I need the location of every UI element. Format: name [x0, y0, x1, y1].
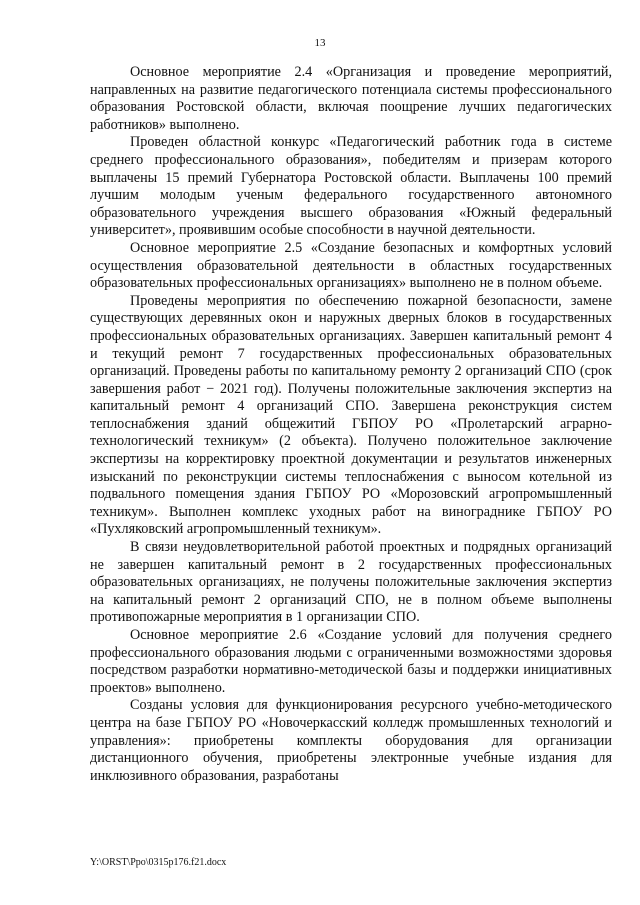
- paragraph-teacher-contest: Проведен областной конкурс «Педагогический работник года в системе среднего профессионального образования», победителям и призерам которого выплачены 15 премий Губернатора Ростовской области. Выплачены 100 премий лучшим молодым ученым федерального государственного автономного образовательного учреждения высшего образования «Южный федеральный университет», проявившим особые способности в научной деятельности.: [90, 134, 612, 239]
- paragraph-measure-2-4: Основное мероприятие 2.4 «Организация и проведение мероприятий, направленных на развитие педагогического потенциала системы профессионального образования Ростовской области, включая поощрение лучших педагогических работников» выполнено.: [90, 64, 612, 133]
- footer-file-path: Y:\ORST\Ppo\0315p176.f21.docx: [90, 857, 227, 868]
- paragraph-measure-2-5: Основное мероприятие 2.5 «Создание безопасных и комфортных условий осуществления образовательной деятельности в областных государственных образовательных профессиональных организациях» выполнено не в полном объеме.: [90, 239, 612, 292]
- body-text: [90, 64, 612, 785]
- paragraph-measure-2-6: Основное мероприятие 2.6 «Создание условий для получения среднего профессионального образования людьми с ограниченными возможностями здоровья посредством разработки нормативно-методической базы и поддержки инициативных проектов» выполнено.: [90, 627, 612, 696]
- paragraph-fire-safety-works: Проведены мероприятия по обеспечению пожарной безопасности, замене существующих деревянных окон и наружных дверных блоков в государственных профессиональных образовательных организациях. Завершен капитальный ремонт 4 и текущий ремонт 7 государственных профессиональных образовательных организаций. Проведены работы по капитальному ремонту 2 организаций СПО (срок завершения работ − 2021 год). Получены положительные заключения экспертиз на капитальный ремонт 4 организаций СПО. Завершена реконструкция систем теплоснабжения зданий общежитий ГБПОУ РО «Пролетарский аграрно-технологический техникум» (2 объекта). Получено положительное заключение экспертизы на корректировку проектной документации и результатов инженерных изысканий по реконструкции системы теплоснабжения с выносом котельной из подвального помещения здания ГБПОУ РО «Морозовский агропромышленный техникум». Выполнен комплекс уходных работ на винограднике ГБПОУ РО «Пухляковский агропромышленный техникум».: [90, 292, 612, 538]
- paragraph-resource-center: Созданы условия для функционирования ресурсного учебно-методического центра на базе ГБПОУ РО «Новочеркасский колледж промышленных технологий и управления»: приобретены комплекты оборудования для организации дистанционного обучения, приобретены электронные учебные издания для инклюзивного образования, разработаны: [90, 697, 612, 784]
- page-number: 13: [314, 37, 326, 49]
- paragraph-contractor-issues: В связи неудовлетворительной работой проектных и подрядных организаций не завершен капитальный ремонт в 2 государственных профессиональных образовательных организациях, не получены положительные заключения экспертиз на капитальный ремонт 2 организаций СПО, не в полном объеме выполнены противопожарные мероприятия в 1 организации СПО.: [90, 539, 612, 626]
